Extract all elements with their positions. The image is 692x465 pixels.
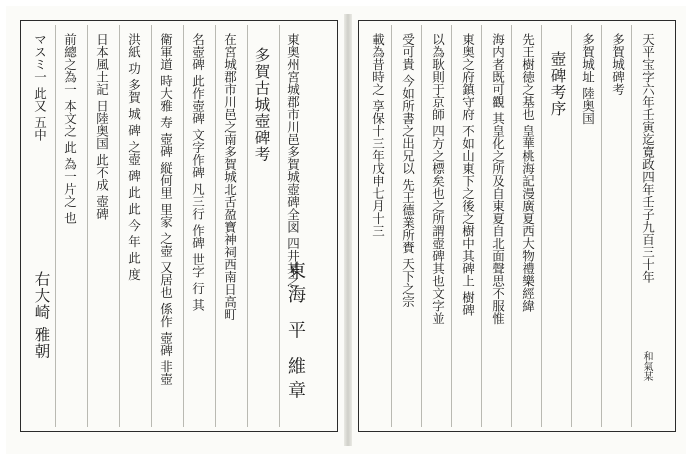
right-column-7: 東奥之府鎮守府 不如山東下之後之樹中其碑上 樹碑	[460, 33, 476, 316]
left-column-8: 前總之為一 本文之 此 為一片之 也	[62, 33, 78, 224]
left-column-2: 多賀古城壺碑考	[252, 47, 271, 163]
column-rule	[215, 25, 216, 427]
left-page	[20, 20, 338, 432]
column-rule	[55, 25, 56, 427]
left-column-5: 衛軍道 時大雅 寿 壺碑 縦何里 里家 之壺 又居也 係作 壺碑 非壺	[158, 33, 174, 386]
column-rule	[511, 25, 512, 427]
right-column-9: 受可貴 今如所書之出兄以 先王德業所賚 天下之宗	[400, 33, 416, 308]
column-rule	[481, 25, 482, 427]
book-gutter	[344, 14, 352, 446]
column-rule	[631, 25, 632, 427]
right-column-4: 壺碑考序	[548, 51, 567, 117]
signature: 右大崎 雅朝	[32, 271, 51, 360]
right-page	[358, 20, 676, 432]
author-name: 東海 平 維章	[285, 261, 306, 405]
column-rule	[279, 25, 280, 427]
right-column-2: 多賀城碑考	[610, 33, 626, 96]
left-column-1: 東奥州宮城郡市川邑多賀城壺碑全図 四井某之	[285, 33, 301, 287]
left-column-7: 日本風土記 日陸奥国 此不成 壺碑	[94, 33, 110, 220]
column-rule	[571, 25, 572, 427]
column-rule	[183, 25, 184, 427]
column-rule	[541, 25, 542, 427]
column-rule	[421, 25, 422, 427]
column-rule	[391, 25, 392, 427]
right-column-6: 海内者既可觀 其皇化之所及自東夏自北面聲思不服惟	[490, 33, 506, 325]
left-column-9: マスミ一 此又 五中	[32, 33, 48, 141]
column-rule	[151, 25, 152, 427]
right-column-8: 以為耿則于京師 四方之標矣也之所謂壺碑其也文字並	[430, 33, 446, 325]
column-rule	[601, 25, 602, 427]
right-note: 和氣某	[641, 351, 652, 381]
column-rule	[87, 25, 88, 427]
left-column-6: 洪紙 功 多賀 城 碑 之壺 碑 此 此 今 年 此 度	[126, 33, 142, 281]
right-column-3: 多賀城址 陸奥国	[580, 33, 596, 125]
left-column-3: 在宮城郡市川邑之南多賀城北舌盈寶神祠西南日高町	[222, 33, 238, 321]
left-column-4: 名壺碑 此作壺碑 文字作碑 凡三行 作碑 世字 行 其	[190, 33, 206, 311]
column-rule	[451, 25, 452, 427]
column-rule	[119, 25, 120, 427]
column-rule	[247, 25, 248, 427]
right-column-5: 先王樹徳之基也 皇華桃海記漫廣夏西大物禮樂經緯	[520, 33, 536, 312]
book-spread	[6, 6, 686, 454]
right-column-1: 天平宝字六年壬寅迄寛政四年壬子九百三十年	[640, 33, 656, 283]
right-column-10: 載為昔時之 享保十三年戊申七月十三	[370, 33, 386, 237]
